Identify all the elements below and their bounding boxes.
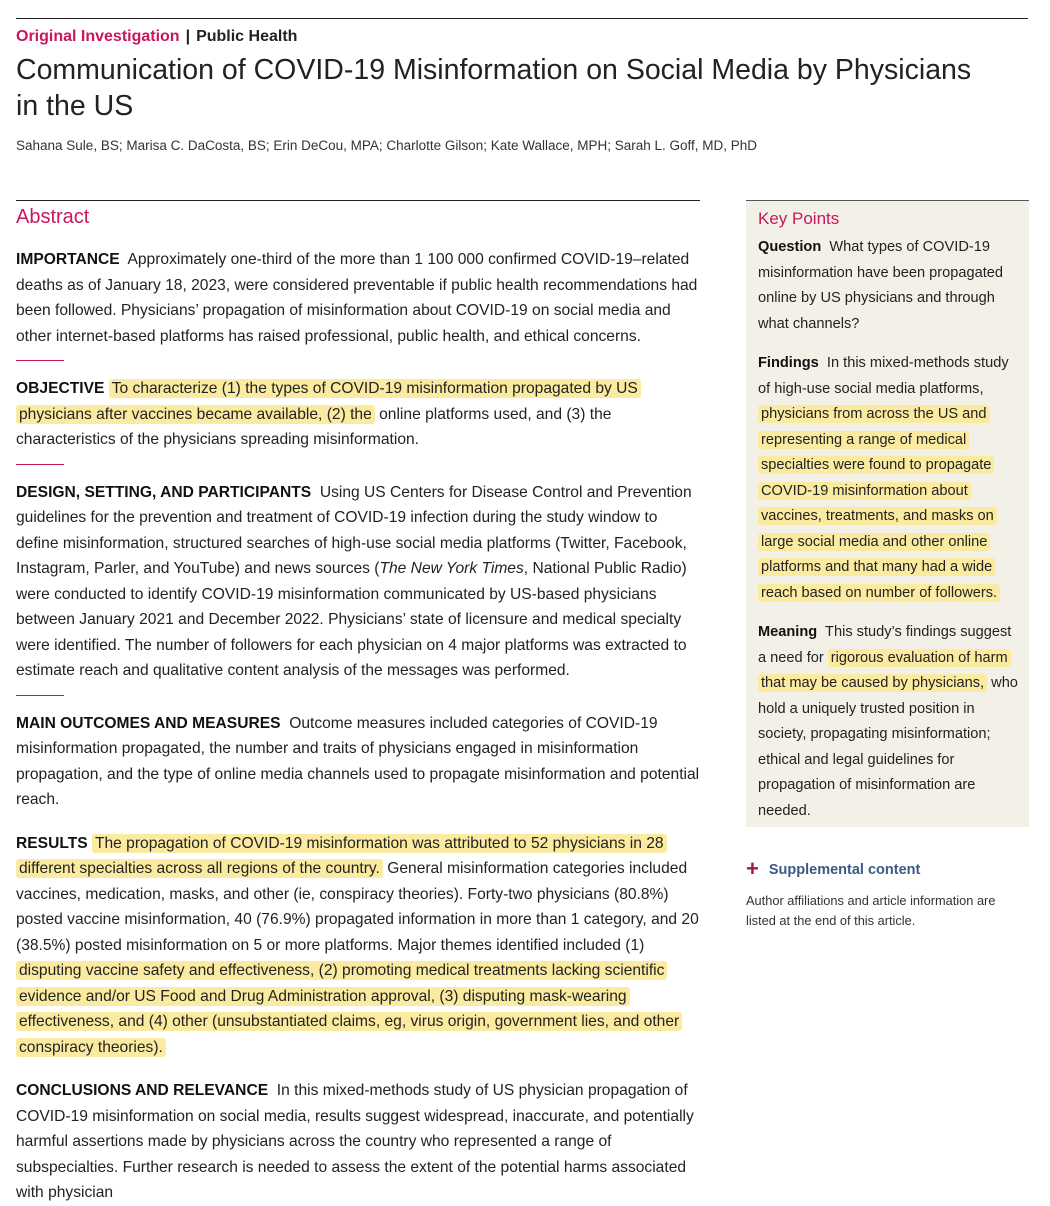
section-divider	[16, 464, 64, 465]
importance-text: Approximately one-third of the more than 1 100 000 confirmed COVID-19–related deaths as of January 18, 2023, were considered preventable if public health recommendations had been followed. Physicians’ propagation of misinformation about COVID-19 on social media and other internet-based platforms has raised professional, public health, and ethical concerns.	[16, 251, 698, 345]
supplemental-content-link[interactable]	[746, 856, 920, 882]
meaning-label: Meaning	[758, 624, 818, 640]
conclusions-paragraph	[16, 1078, 700, 1206]
results-highlight-1: The propagation of COVID-19 misinformation was attributed to 52 physicians in 28 different specialties across all regions of the country.	[16, 834, 667, 879]
design-paragraph	[16, 480, 700, 684]
key-question	[758, 235, 1019, 337]
article-category-line	[16, 28, 297, 46]
section-divider	[16, 360, 64, 361]
top-rule	[16, 18, 1028, 19]
section-gap	[16, 813, 700, 831]
category-separator: |	[185, 28, 191, 45]
article-title: Communication of COVID-19 Misinformation on Social Media by Physicians in the US	[16, 54, 972, 122]
supplemental-label[interactable]: Supplemental content	[768, 862, 921, 878]
objective-highlight: To characterize (1) the types of COVID-19 misinformation propagated by US physicians after vaccines became available, (2) the	[16, 379, 641, 424]
outcomes-paragraph	[16, 711, 700, 813]
abstract-heading: Abstract	[16, 206, 90, 228]
outcomes-label: MAIN OUTCOMES AND MEASURES	[16, 714, 281, 732]
key-points-heading: Key Points	[758, 209, 840, 228]
section-gap	[16, 1060, 700, 1078]
results-text: General misinformation categories included vaccines, medication, masks, and other (ie, conspiracy theories). Forty-two physicians (80.8%) posted vaccine misinformation, 40 (76.9%) propagated information in more than 1 category, and 20 (38.5%) posted misinformation on 5 or more platforms. Major themes identified included (1)	[16, 860, 699, 954]
question-text: What types of COVID-19 misinformation have been propagated online by US physicians and through what channels?	[758, 239, 1004, 332]
results-label: RESULTS	[16, 834, 88, 852]
key-findings	[758, 351, 1019, 606]
objective-text: online platforms used, and (3) the characteristics of the physicians spreading misinformation.	[16, 405, 612, 448]
abstract-rule	[16, 200, 700, 201]
importance-label: IMPORTANCE	[16, 251, 120, 268]
design-text-before: Using US Centers for Disease Control and Prevention guidelines for the prevention and treatment of COVID-19 infection during the study window to define misinformation, structured searches of high-use social media platforms (Twitter, Facebook, Instagram, Parler, and YouTube) and news sources (	[16, 483, 692, 577]
meaning-text-before: This study’s findings suggest a need for	[758, 624, 1012, 666]
design-text-after: , National Public Radio) were conducted to identify COVID-19 misinformation communicated by US-based physicians between January 2021 and December 2022. Physicians’ state of licensure and medical specialty were identified. The number of followers for each physician on 4 major platforms was extracted to estimate reach and qualitative content analysis of the messages was performed.	[16, 560, 687, 679]
findings-label: Findings	[758, 355, 819, 371]
author-list: Sahana Sule, BS; Marisa C. DaCosta, BS; Erin DeCou, MPA; Charlotte Gilson; Kate Wallace, MPH; Sarah L. Goff, MD, PhD	[16, 138, 758, 153]
section-divider	[16, 695, 64, 696]
design-italic-source: The New York Times	[379, 560, 524, 577]
plus-icon: +	[746, 856, 759, 881]
outcomes-text: Outcome measures included categories of COVID-19 misinformation propagated, the number and traits of physicians engaged in misinformation propagation, and the type of online media channels used to propagate misinformation and potential reach.	[16, 714, 700, 808]
objective-paragraph	[16, 376, 700, 453]
importance-paragraph	[16, 247, 700, 349]
results-paragraph	[16, 831, 700, 1061]
key-meaning	[758, 620, 1019, 824]
article-subject[interactable]: Public Health	[196, 28, 298, 45]
findings-highlight: physicians from across the US and representing a range of medical specialties were found to propagate COVID-19 misinformation about vaccines, treatments, and masks on large social media and other online platforms and that many had a wide reach based on number of followers.	[758, 405, 1000, 602]
abstract-section	[16, 200, 700, 1206]
article-type[interactable]: Original Investigation	[16, 28, 180, 45]
results-highlight-2: disputing vaccine safety and effectiveness, (2) promoting medical treatments lacking scientific evidence and/or US Food and Drug Administration approval, (3) disputing mask-wearing effectiveness, and (4) other (unsubstantiated claims, eg, virus origin, government lies, and other conspiracy theories).	[16, 961, 682, 1057]
objective-label: OBJECTIVE	[16, 380, 105, 397]
conclusions-text: In this mixed-methods study of US physician propagation of COVID-19 misinformation on social media, results suggest widespread, inaccurate, and potentially harmful assertions made by physicians across the country who represented a range of subspecialties. Further research is needed to assess the extent of the potential harms associated with physician	[16, 1082, 694, 1201]
meaning-highlight: rigorous evaluation of harm that may be caused by physicians,	[758, 649, 1011, 693]
conclusions-label: CONCLUSIONS AND RELEVANCE	[16, 1082, 269, 1099]
key-points-box	[746, 200, 1029, 827]
meaning-text-after: who hold a uniquely trusted position in society, propagating misinformation; ethical and legal guidelines for propagation of misinformation are needed.	[758, 675, 1018, 819]
design-label: DESIGN, SETTING, AND PARTICIPANTS	[16, 483, 312, 501]
author-affiliations-note: Author affiliations and article information are listed at the end of this article.	[746, 893, 996, 928]
findings-text: In this mixed-methods study of high-use social media platforms,	[758, 355, 1009, 397]
question-label: Question	[758, 239, 822, 255]
